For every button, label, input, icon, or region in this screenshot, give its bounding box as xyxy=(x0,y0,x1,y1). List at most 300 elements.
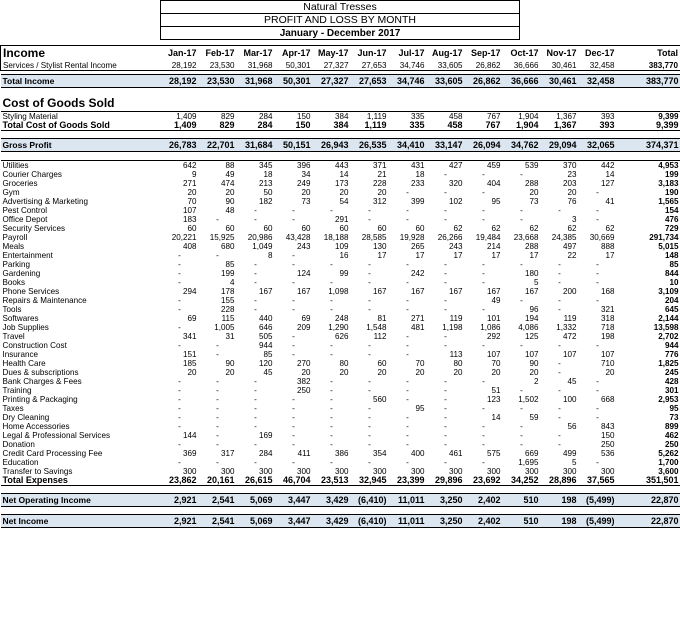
row-value-cell: 14 xyxy=(605,169,615,179)
row-value-cell: 29,896 xyxy=(427,476,465,486)
row-value-cell: 510 xyxy=(503,493,541,506)
row-value-cell: 461 xyxy=(448,448,463,458)
row-value-cell: 345 xyxy=(237,160,275,170)
spacer-cell xyxy=(1,88,680,96)
row-value-cell: 27,327 xyxy=(313,61,351,71)
row-value-cell: 50,151 xyxy=(275,138,313,151)
row-value-cell: 107 xyxy=(524,349,539,359)
row-value-cell: 56 xyxy=(567,421,577,431)
row-value-cell: - xyxy=(444,439,447,449)
row-label: Home Accessories xyxy=(2,421,70,431)
row-value-cell: 710 xyxy=(600,358,615,368)
row-value-cell: - xyxy=(368,340,371,350)
row-value-cell: 178 xyxy=(220,286,235,296)
row-value-cell: 371 xyxy=(351,160,389,170)
row-value-cell: 167 xyxy=(258,286,273,296)
row-value-cell: 11,011 xyxy=(389,493,427,506)
expense-row xyxy=(1,215,680,224)
spacer-row xyxy=(1,130,680,138)
row-value-cell: 101 xyxy=(486,313,501,323)
row-value-cell: 60 xyxy=(301,223,311,233)
row-value-cell: 458 xyxy=(427,121,465,131)
row-value-cell: 8 xyxy=(267,250,273,260)
income-section-title: Income xyxy=(1,46,161,62)
row-value-cell: - xyxy=(292,340,295,350)
row-value-cell: 182 xyxy=(258,196,273,206)
row-value-cell: 17 xyxy=(605,250,615,260)
row-value-cell: - xyxy=(254,421,257,431)
row-value-cell: 167 xyxy=(448,286,463,296)
row-value-cell: 214 xyxy=(486,241,501,251)
expense-row xyxy=(1,287,680,296)
row-value-cell: 20 xyxy=(415,367,425,377)
row-value-cell: 300 xyxy=(334,466,349,476)
row-label: Net Income xyxy=(1,514,161,527)
month-header: Dec-17 xyxy=(579,46,617,62)
row-value-cell: - xyxy=(178,376,181,386)
row-label: Donation xyxy=(2,439,35,449)
row-total-cell: 154 xyxy=(664,205,679,215)
row-value-cell: - xyxy=(254,385,257,395)
row-value-cell: 24,385 xyxy=(551,232,577,242)
expense-row xyxy=(1,359,680,368)
row-value-cell: - xyxy=(216,385,219,395)
row-value-cell: 102 xyxy=(448,196,463,206)
row-value-cell: 243 xyxy=(296,241,311,251)
row-value-cell: 300 xyxy=(220,466,235,476)
row-value-cell: - xyxy=(406,304,409,314)
row-value-cell: 23,692 xyxy=(465,476,503,486)
row-value-cell: 472 xyxy=(562,331,577,341)
row-total-cell: 351,501 xyxy=(617,476,680,486)
row-value-cell: 284 xyxy=(258,448,273,458)
row-value-cell: 300 xyxy=(372,466,387,476)
row-value-cell: 382 xyxy=(296,376,311,386)
row-value-cell: 46,704 xyxy=(275,476,313,486)
row-value-cell: 5,069 xyxy=(237,493,275,506)
row-value-cell: 1,904 xyxy=(503,111,541,121)
row-value-cell: 20,221 xyxy=(171,232,197,242)
row-value-cell: 26,615 xyxy=(237,476,275,486)
row-value-cell: - xyxy=(330,394,333,404)
row-value-cell: 3,447 xyxy=(275,514,313,527)
row-value-cell: 510 xyxy=(503,514,541,527)
row-value-cell: - xyxy=(558,403,561,413)
row-value-cell: - xyxy=(178,457,181,467)
row-value-cell: 20 xyxy=(187,187,197,197)
row-value-cell: - xyxy=(406,331,409,341)
row-label: Tools xyxy=(2,304,22,314)
row-value-cell: 70 xyxy=(491,358,501,368)
expense-row xyxy=(1,467,680,476)
expense-row xyxy=(1,206,680,215)
row-value-cell: - xyxy=(444,403,447,413)
spacer-cell xyxy=(1,130,680,138)
row-value-cell: 2,921 xyxy=(161,493,199,506)
row-total-cell: 199 xyxy=(664,169,679,179)
row-total-cell: 301 xyxy=(664,385,679,395)
row-label: Payroll xyxy=(2,232,28,242)
row-value-cell: 151 xyxy=(182,349,197,359)
row-value-cell: - xyxy=(368,385,371,395)
row-value-cell: 119 xyxy=(449,313,463,323)
row-value-cell: 27,653 xyxy=(351,75,389,88)
row-value-cell: - xyxy=(254,205,257,215)
row-value-cell: - xyxy=(444,205,447,215)
row-value-cell: - xyxy=(596,214,599,224)
row-value-cell: 1,290 xyxy=(328,322,349,332)
row-value-cell: - xyxy=(558,367,561,377)
row-value-cell: 242 xyxy=(410,268,425,278)
row-value-cell: - xyxy=(520,214,523,224)
row-total-cell: 85 xyxy=(669,259,679,269)
row-value-cell: 37,565 xyxy=(579,476,617,486)
month-header: Mar-17 xyxy=(237,46,275,62)
row-value-cell: 427 xyxy=(427,160,465,170)
row-value-cell: - xyxy=(406,259,409,269)
row-value-cell: 62 xyxy=(605,223,615,233)
row-label: Travel xyxy=(2,331,25,341)
row-value-cell: 19,928 xyxy=(399,232,425,242)
row-label: Advertising & Marketing xyxy=(2,196,88,206)
row-value-cell: - xyxy=(520,421,523,431)
expense-row xyxy=(1,395,680,404)
row-value-cell: 60 xyxy=(415,223,425,233)
net-income-row xyxy=(1,514,680,527)
row-value-cell: 718 xyxy=(600,322,615,332)
row-value-cell: 60 xyxy=(263,223,273,233)
row-value-cell: 150 xyxy=(600,430,615,440)
row-label: Services / Stylist Rental Income xyxy=(1,61,161,71)
row-value-cell: 843 xyxy=(600,421,615,431)
row-value-cell: - xyxy=(254,214,257,224)
row-value-cell: 536 xyxy=(600,448,615,458)
row-value-cell: 270 xyxy=(296,358,311,368)
row-value-cell: 2,402 xyxy=(465,493,503,506)
row-value-cell: (5,499) xyxy=(579,493,617,506)
row-value-cell: - xyxy=(482,421,485,431)
row-value-cell: - xyxy=(596,457,599,467)
row-value-cell: 213 xyxy=(258,178,273,188)
row-value-cell: 300 xyxy=(524,466,539,476)
row-value-cell: 115 xyxy=(221,313,235,323)
row-value-cell: 20 xyxy=(529,187,539,197)
row-value-cell: - xyxy=(368,295,371,305)
row-value-cell: 27,653 xyxy=(351,61,389,71)
expense-row xyxy=(1,377,680,386)
row-value-cell: - xyxy=(254,403,257,413)
row-value-cell: - xyxy=(330,349,333,359)
row-value-cell: - xyxy=(444,259,447,269)
row-value-cell: 167 xyxy=(410,286,425,296)
row-value-cell: - xyxy=(596,376,599,386)
row-value-cell: - xyxy=(558,277,561,287)
row-value-cell: 62 xyxy=(529,223,539,233)
row-value-cell: 20 xyxy=(301,367,311,377)
row-value-cell: 28,192 xyxy=(161,61,199,71)
row-label: Softwares xyxy=(2,313,39,323)
row-value-cell: 30,461 xyxy=(541,61,579,71)
row-value-cell: 14 xyxy=(491,412,501,422)
row-value-cell: 271 xyxy=(182,178,197,188)
row-value-cell: - xyxy=(292,457,295,467)
row-total-cell: 476 xyxy=(664,214,679,224)
row-value-cell: 1,005 xyxy=(214,322,235,332)
row-value-cell: - xyxy=(368,259,371,269)
row-value-cell: - xyxy=(520,205,523,215)
row-value-cell: - xyxy=(482,259,485,269)
row-value-cell: 60 xyxy=(339,223,349,233)
row-value-cell: - xyxy=(406,394,409,404)
row-total-cell: 291,734 xyxy=(649,232,679,242)
row-total-cell: 383,770 xyxy=(617,61,680,71)
row-total-cell: 9,399 xyxy=(617,121,680,131)
row-value-cell: 393 xyxy=(579,121,617,131)
row-total-cell: 3,109 xyxy=(658,286,679,296)
row-value-cell: - xyxy=(520,340,523,350)
row-value-cell: - xyxy=(406,439,409,449)
row-value-cell: - xyxy=(406,205,409,215)
row-value-cell: - xyxy=(368,403,371,413)
row-value-cell: - xyxy=(216,250,219,260)
row-label: Training xyxy=(2,385,32,395)
row-value-cell: 284 xyxy=(237,121,275,131)
row-value-cell: 228 xyxy=(220,304,235,314)
row-value-cell: 767 xyxy=(465,111,503,121)
row-value-cell: - xyxy=(482,187,485,197)
cogs-header-row xyxy=(1,96,680,112)
row-value-cell: 167 xyxy=(486,286,501,296)
row-value-cell: - xyxy=(520,259,523,269)
row-value-cell: 20 xyxy=(453,367,463,377)
row-value-cell: - xyxy=(330,403,333,413)
row-value-cell: 80 xyxy=(339,358,349,368)
row-value-cell: - xyxy=(482,430,485,440)
row-total-cell: 22,870 xyxy=(617,514,680,527)
expense-row xyxy=(1,332,680,341)
expense-row xyxy=(1,251,680,260)
row-value-cell: - xyxy=(406,412,409,422)
row-value-cell: - xyxy=(482,304,485,314)
row-value-cell: 20,161 xyxy=(199,476,237,486)
row-value-cell: 17 xyxy=(491,250,501,260)
row-value-cell: 1,198 xyxy=(442,322,463,332)
row-value-cell: - xyxy=(596,277,599,287)
row-value-cell: - xyxy=(178,394,181,404)
expense-row xyxy=(1,179,680,188)
row-value-cell: 284 xyxy=(237,111,275,121)
row-value-cell: 96 xyxy=(529,304,539,314)
row-value-cell: - xyxy=(330,421,333,431)
row-label: Insurance xyxy=(2,349,39,359)
row-value-cell: 249 xyxy=(296,178,311,188)
row-value-cell: 23,530 xyxy=(199,61,237,71)
row-value-cell: - xyxy=(482,169,485,179)
row-value-cell: - xyxy=(330,277,333,287)
row-value-cell: - xyxy=(292,430,295,440)
row-value-cell: - xyxy=(482,439,485,449)
row-value-cell: 30,669 xyxy=(589,232,615,242)
row-value-cell: 209 xyxy=(296,322,311,332)
row-value-cell: - xyxy=(444,340,447,350)
row-value-cell: 300 xyxy=(486,466,501,476)
row-value-cell: 70 xyxy=(415,358,425,368)
row-value-cell: 23,862 xyxy=(161,476,199,486)
row-label: Entertainment xyxy=(2,250,53,260)
row-value-cell: - xyxy=(596,340,599,350)
row-value-cell: 155 xyxy=(220,295,235,305)
row-label: Education xyxy=(2,457,39,467)
row-total-cell: 383,770 xyxy=(617,75,680,88)
row-value-cell: 250 xyxy=(600,439,615,449)
row-label: Styling Material xyxy=(1,111,161,121)
row-value-cell: - xyxy=(292,295,295,305)
row-value-cell: 300 xyxy=(448,466,463,476)
row-value-cell: 26,943 xyxy=(313,138,351,151)
row-value-cell: - xyxy=(216,214,219,224)
row-total-cell: 10 xyxy=(669,277,679,287)
row-label: Groceries xyxy=(2,178,38,188)
expense-row xyxy=(1,269,680,278)
row-value-cell: - xyxy=(330,259,333,269)
row-value-cell: 20 xyxy=(529,367,539,377)
row-value-cell: 944 xyxy=(258,340,273,350)
row-value-cell: 233 xyxy=(410,178,425,188)
row-value-cell: 30,461 xyxy=(541,75,579,88)
spacer-cell xyxy=(1,151,680,160)
row-value-cell: 481 xyxy=(410,322,425,332)
row-value-cell: - xyxy=(254,376,257,386)
spacer-row xyxy=(1,506,680,514)
row-value-cell: 127 xyxy=(600,178,615,188)
row-value-cell: 43,428 xyxy=(285,232,311,242)
row-value-cell: 458 xyxy=(427,111,465,121)
row-value-cell: - xyxy=(254,457,257,467)
row-value-cell: 20 xyxy=(491,367,501,377)
row-total-cell: 899 xyxy=(664,421,679,431)
row-value-cell: 60 xyxy=(187,223,197,233)
row-value-cell: 370 xyxy=(541,160,579,170)
row-total-cell: 1,825 xyxy=(658,358,679,368)
row-total-cell: 462 xyxy=(664,430,679,440)
row-label: Net Operating Income xyxy=(1,493,161,506)
row-value-cell: 26,535 xyxy=(351,138,389,151)
row-total-cell: 1,700 xyxy=(658,457,679,467)
row-value-cell: 669 xyxy=(524,448,539,458)
expense-row xyxy=(1,404,680,413)
row-value-cell: - xyxy=(406,295,409,305)
row-value-cell: 59 xyxy=(529,412,539,422)
row-value-cell: 180 xyxy=(524,268,539,278)
row-value-cell: - xyxy=(558,205,561,215)
row-value-cell: 41 xyxy=(605,196,615,206)
row-value-cell: 23,513 xyxy=(313,476,351,486)
row-value-cell: 200 xyxy=(562,286,577,296)
row-value-cell: 54 xyxy=(339,196,349,206)
row-label: Transfer to Savings xyxy=(2,466,73,476)
row-value-cell: 443 xyxy=(313,160,351,170)
row-value-cell: - xyxy=(254,439,257,449)
row-value-cell: 1,409 xyxy=(161,111,199,121)
row-value-cell: 271 xyxy=(410,313,425,323)
row-value-cell: 31 xyxy=(225,331,235,341)
row-value-cell: 408 xyxy=(182,241,197,251)
row-value-cell: - xyxy=(444,385,447,395)
row-value-cell: 294 xyxy=(182,286,197,296)
row-value-cell: 183 xyxy=(182,214,197,224)
row-label: Courier Charges xyxy=(2,169,62,179)
row-label: Office Depot xyxy=(2,214,48,224)
row-value-cell: 1,695 xyxy=(518,457,539,467)
row-value-cell: 1,119 xyxy=(351,121,389,131)
month-header: Jun-17 xyxy=(351,46,389,62)
month-header: May-17 xyxy=(313,46,351,62)
row-value-cell: 90 xyxy=(225,358,235,368)
row-value-cell: - xyxy=(596,259,599,269)
row-value-cell: - xyxy=(558,304,561,314)
row-value-cell: 107 xyxy=(600,349,615,359)
row-value-cell: 1,098 xyxy=(328,286,349,296)
row-value-cell: 23,399 xyxy=(389,476,427,486)
row-value-cell: 20 xyxy=(301,187,311,197)
row-value-cell: - xyxy=(406,376,409,386)
row-value-cell: - xyxy=(178,421,181,431)
row-value-cell: 60 xyxy=(377,358,387,368)
row-value-cell: - xyxy=(178,403,181,413)
row-value-cell: - xyxy=(444,304,447,314)
row-value-cell: - xyxy=(558,268,561,278)
row-value-cell: - xyxy=(178,412,181,422)
row-value-cell: 34 xyxy=(301,169,311,179)
row-value-cell: 1,332 xyxy=(556,322,577,332)
row-value-cell: 50 xyxy=(263,187,273,197)
row-value-cell: - xyxy=(558,439,561,449)
row-value-cell: - xyxy=(596,268,599,278)
row-total-cell: 3,183 xyxy=(658,178,679,188)
row-value-cell: 32,945 xyxy=(351,476,389,486)
row-value-cell: 107 xyxy=(486,349,501,359)
row-value-cell: 829 xyxy=(199,111,237,121)
row-value-cell: - xyxy=(444,268,447,278)
row-total-cell: 9,399 xyxy=(617,111,680,121)
row-value-cell: - xyxy=(178,385,181,395)
row-value-cell: 335 xyxy=(389,121,427,131)
row-value-cell: - xyxy=(596,205,599,215)
row-value-cell: 112 xyxy=(373,331,387,341)
expense-row xyxy=(1,413,680,422)
row-value-cell: - xyxy=(558,385,561,395)
row-value-cell: 28,192 xyxy=(161,75,199,88)
row-total-cell: 2,953 xyxy=(658,394,679,404)
expense-row xyxy=(1,188,680,197)
row-value-cell: 76 xyxy=(567,196,577,206)
row-value-cell: 17 xyxy=(377,250,387,260)
row-value-cell: 18 xyxy=(263,169,273,179)
row-value-cell: - xyxy=(444,394,447,404)
row-value-cell: 28,896 xyxy=(541,476,579,486)
row-value-cell: - xyxy=(330,304,333,314)
row-value-cell: 168 xyxy=(600,286,615,296)
row-value-cell: 70 xyxy=(187,196,197,206)
row-value-cell: - xyxy=(254,295,257,305)
row-value-cell: 203 xyxy=(562,178,577,188)
row-value-cell: - xyxy=(216,376,219,386)
row-value-cell: 28,585 xyxy=(361,232,387,242)
row-value-cell: 26,862 xyxy=(465,61,503,71)
row-value-cell: 31,684 xyxy=(237,138,275,151)
row-label: Total Expenses xyxy=(1,476,161,486)
row-value-cell: 34,252 xyxy=(503,476,541,486)
